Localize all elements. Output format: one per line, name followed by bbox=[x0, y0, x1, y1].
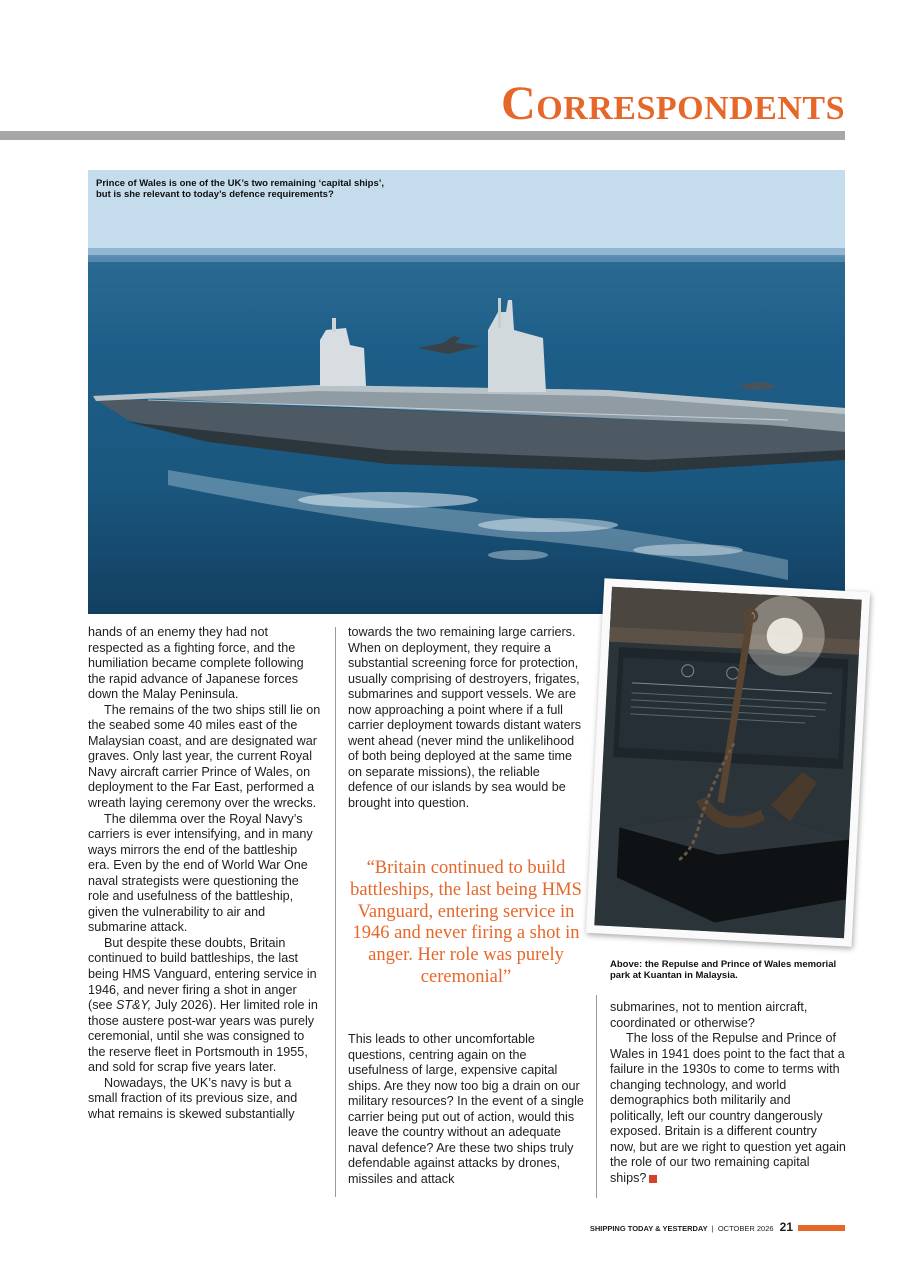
pull-quote: “Britain continued to build battleships, the last being HMS Vanguard, entering service in 1946 and never firing a shot in anger. Her role was purely ceremonial” bbox=[350, 858, 582, 987]
footer-separator: | bbox=[711, 1224, 714, 1233]
memorial-photo bbox=[594, 587, 861, 939]
paragraph: Nowadays, the UK’s navy is but a small fraction of its previous size, and what remains is skewed substantially bbox=[88, 1075, 298, 1121]
aircraft-carrier-illustration bbox=[88, 170, 845, 614]
page-footer bbox=[590, 1221, 793, 1235]
end-of-article-icon bbox=[649, 1175, 657, 1183]
footer-accent-bar bbox=[798, 1225, 845, 1231]
publication-name: SHIPPING TODAY & YESTERDAY bbox=[589, 1224, 708, 1233]
paragraph: towards the two remaining large carriers. When on deployment, they require a substantial screening force for protection, usually comprising of destroyers, frigates, submarines and support vessels. We are now approaching a point where if a full carrier deployment towards distant waters went ahead (never mind the unlikelihood of both being deployed at the same time on separate missions), the reliable defence of our islands by sea would be brought into question. bbox=[348, 625, 582, 811]
publication-reference: ST&Y, bbox=[116, 998, 152, 1013]
column-2-continued bbox=[348, 1032, 584, 1187]
paragraph-text: July 2026). Her limited role in those austere post-war years was purely ceremonial, until she was consigned to the reserve fleet in Portsmouth in 1955, and sold for scrap five years later. bbox=[88, 998, 318, 1075]
column-divider bbox=[335, 627, 336, 1197]
header-rule bbox=[0, 131, 845, 140]
column-1 bbox=[88, 625, 322, 1123]
paragraph: This leads to other uncomfortable questions, centring again on the usefulness of large, expensive capital ships. Are they now too big a drain on our military resources? In the event of a single carrier being put out of action, would this leave the country without an adequate naval defence? Are these two ships truly defendable against attacks by drones, missiles and attack bbox=[348, 1032, 584, 1186]
section-title: Correspondents bbox=[501, 77, 845, 130]
paragraph-text: But despite these doubts, Britain continued to build battleships, the last being HMS Vanguard, entering service in 1946, and never firing a shot in anger (see bbox=[88, 935, 317, 1013]
hero-caption: Prince of Wales is one of the UK’s two remaining ‘capital ships’, but is she relevant to today’s defence requirements? bbox=[96, 178, 385, 200]
paragraph-text: The loss of the Repulse and Prince of Wales in 1941 does point to the fact that a failure in the 1930s to come to terms with changing technology, and world demographics both militarily and politically, left our country dangerously exposed. Britain is a different country now, but are we right to question yet again the role of our two remaining capital ships? bbox=[610, 1031, 846, 1186]
inset-photo bbox=[586, 578, 870, 946]
hero-photo bbox=[88, 170, 845, 614]
issue-date: OCTOBER 2026 bbox=[717, 1224, 774, 1233]
column-2 bbox=[348, 625, 584, 812]
paragraph bbox=[610, 1031, 846, 1186]
paragraph: The dilemma over the Royal Navy’s carriers is ever intensifying, and in many ways mirrors the end of the battleship era. Even by the end of World War One naval strategists were questioning the role and usefulness of the battleship, given the vulnerability to air and submarine attack. bbox=[88, 811, 313, 935]
column-divider bbox=[596, 995, 597, 1198]
paragraph: submarines, not to mention aircraft, coordinated or otherwise? bbox=[610, 1000, 808, 1030]
paragraph: hands of an enemy they had not respected as a fighting force, and the humiliation became complete following the rapid advance of Japanese forces down the Malay Peninsula. bbox=[88, 625, 304, 702]
memorial-anchor-illustration bbox=[594, 587, 861, 939]
inset-caption: Above: the Repulse and Prince of Wales memorial park at Kuantan in Malaysia. bbox=[610, 959, 837, 981]
paragraph bbox=[88, 936, 322, 1076]
column-3 bbox=[610, 1000, 846, 1187]
paragraph: The remains of the two ships still lie on the seabed some 40 miles east of the Malaysian coast, and are designated war graves. Only last year, the current Royal Navy aircraft carrier Prince of Wales, on deployment to the Far East, performed a wreath laying ceremony over the wrecks. bbox=[88, 702, 321, 811]
page-number: 21 bbox=[779, 1220, 793, 1234]
